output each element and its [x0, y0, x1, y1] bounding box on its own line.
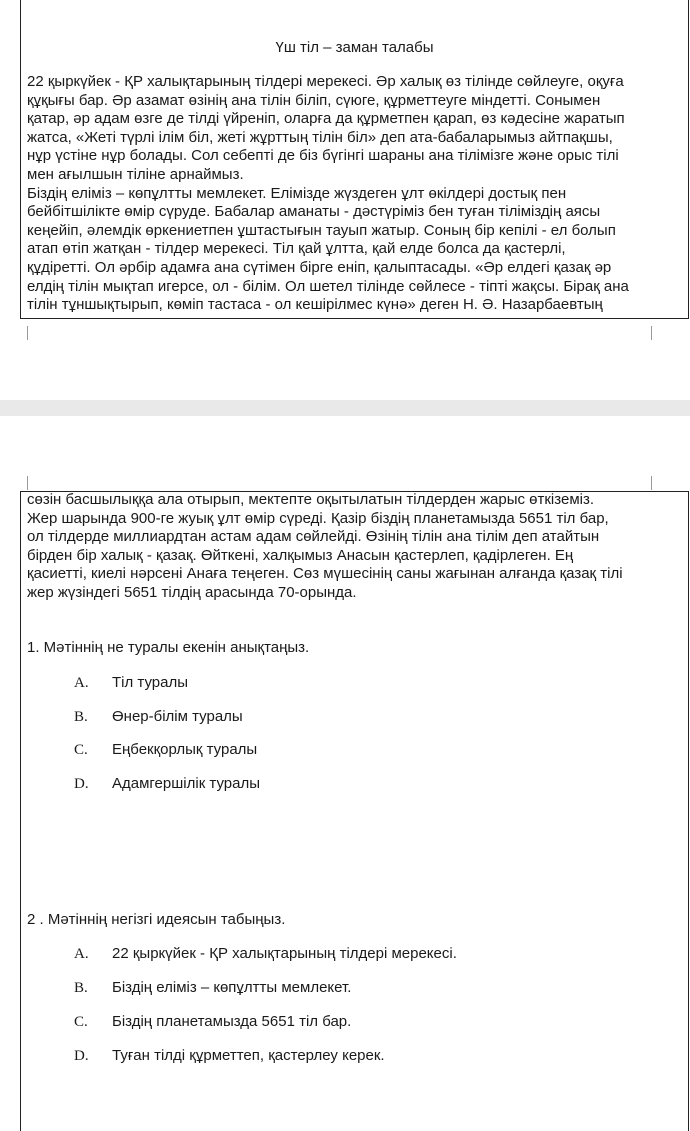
passage-line: жер жүзіндегі 5651 тілдің арасында 70-орында. [27, 583, 357, 601]
passage-text-part-1 [27, 73, 687, 315]
passage-line: бірден бір халық - қазақ. Өйткені, халқымыз Анасын қастерлеп, қадірлеген. Ең [27, 546, 574, 564]
margin-corner-mark [651, 476, 652, 490]
passage-line: елдің тілін мықтап игерсе, ол - білім. Ол шетел тілінде сөйлесе - тіпті жақсы. Бірақ ана [27, 277, 629, 295]
passage-line: Біздің еліміз – көпұлтты мемлекет. Елімізде жүздеген ұлт өкілдері достық пен [27, 184, 567, 202]
passage-line: құқығы бар. Әр азамат өзінің ана тілін біліп, сүюге, құрметтеуге міндетті. Сонымен [27, 91, 601, 109]
passage-line: мен ағылшын тіліне арнаймыз. [27, 165, 244, 183]
question-1-option-c[interactable] [74, 740, 257, 760]
option-letter: A. [74, 675, 89, 691]
passage-line: Жер шарында 900-ге жуық ұлт өмір сүреді. Қазір біздің планетамызда 5651 тіл бар, [27, 509, 609, 527]
passage-text-part-2 [27, 491, 687, 603]
document-page-1 [0, 0, 690, 400]
margin-corner-mark [651, 326, 652, 340]
document-title: Үш тіл – заман талабы [275, 39, 434, 56]
option-text: Еңбекқорлық туралы [112, 741, 258, 758]
option-text: Біздің планетамызда 5651 тіл бар. [112, 1013, 352, 1030]
option-letter: B. [74, 709, 88, 725]
passage-line: 22 қыркүйек - ҚР халықтарының тілдері мерекесі. Әр халық өз тілінде сөйлеуге, оқуға [27, 73, 624, 90]
option-letter: C. [74, 1014, 88, 1030]
document-page-2 [0, 416, 690, 1116]
passage-line: нұр үстіне нұр болады. Сол себепті де біз бүгінгі шараны ана тілімізге және орыс тілі [27, 147, 619, 165]
question-1-option-b[interactable] [74, 707, 243, 727]
option-letter: D. [74, 776, 89, 792]
passage-line: бейбітшілікте өмір сүруде. Бабалар аманаты - дәстүріміз бен туған тіліміздің аясы [27, 203, 601, 221]
option-letter: C. [74, 742, 88, 758]
page-separator [0, 400, 690, 416]
option-text: Адамгершілік туралы [112, 775, 261, 792]
option-text: Тіл туралы [112, 674, 189, 691]
question-1-option-d[interactable] [74, 774, 260, 794]
passage-line: құдіретті. Ол әрбір адамға ана сүтімен бірге еніп, қалыптасады. «Әр елдегі қазақ әр [27, 258, 612, 276]
option-text: 22 қыркүйек - ҚР халықтарының тілдері мерекесі. [112, 945, 457, 962]
passage-line: жатса, «Жеті түрлі ілім біл, жеті жұрттың тілін біл» деп ата-бабаларымыз айтпақшы, [27, 128, 613, 146]
option-text: Біздің еліміз – көпұлтты мемлекет. [112, 979, 352, 996]
option-letter: D. [74, 1048, 89, 1064]
passage-line: қатар, әр адам өзге де тілді үйреніп, оларға да құрметпен қарап, өз кәдесіне жаратып [27, 110, 625, 128]
margin-corner-mark [27, 476, 28, 490]
passage-line: атап өтіп жатқан - тілдер мерекесі. Тіл қай ұлтта, қай елде болса да қастерлі, [27, 240, 566, 258]
option-letter: A. [74, 946, 89, 962]
passage-line: сөзін басшылыққа ала отырып, мектепте оқытылатын тілдерден жарыс өткіземіз. [27, 491, 595, 508]
question-2-option-c[interactable] [74, 1012, 351, 1032]
question-2-option-b[interactable] [74, 978, 351, 998]
question-2-option-a[interactable] [74, 944, 457, 964]
question-2-option-d[interactable] [74, 1046, 385, 1066]
option-letter: B. [74, 980, 88, 996]
margin-corner-mark [27, 326, 28, 340]
option-text: Өнер-білім туралы [112, 708, 243, 725]
passage-line: қасиетті, киелі нәрсені Анаға теңеген. Сөз мүшесінің саны жағынан алғанда қазақ тілі [27, 565, 623, 583]
option-text: Туған тілді құрметтеп, қастерлеу керек. [112, 1047, 385, 1064]
question-2-title: 2 . Мәтіннің негізгі идеясын табыңыз. [27, 911, 286, 928]
passage-line: ол тілдерде миллиардтан астам адам сөйлейді. Өзінің тілін ана тілім деп атайтын [27, 528, 600, 546]
question-1-title: 1. Мәтіннің не туралы екенін анықтаңыз. [27, 639, 310, 656]
passage-line: кеңейіп, әлемдік өркениетпен ұштастығын тауып жатыр. Соның бір кепілі - ел болып [27, 221, 616, 239]
passage-line: тілін тұншықтырып, көміп тастаса - ол кешірілмес күнә» деген Н. Ә. Назарбаевтың [27, 296, 603, 314]
question-1-option-a[interactable] [74, 673, 188, 693]
